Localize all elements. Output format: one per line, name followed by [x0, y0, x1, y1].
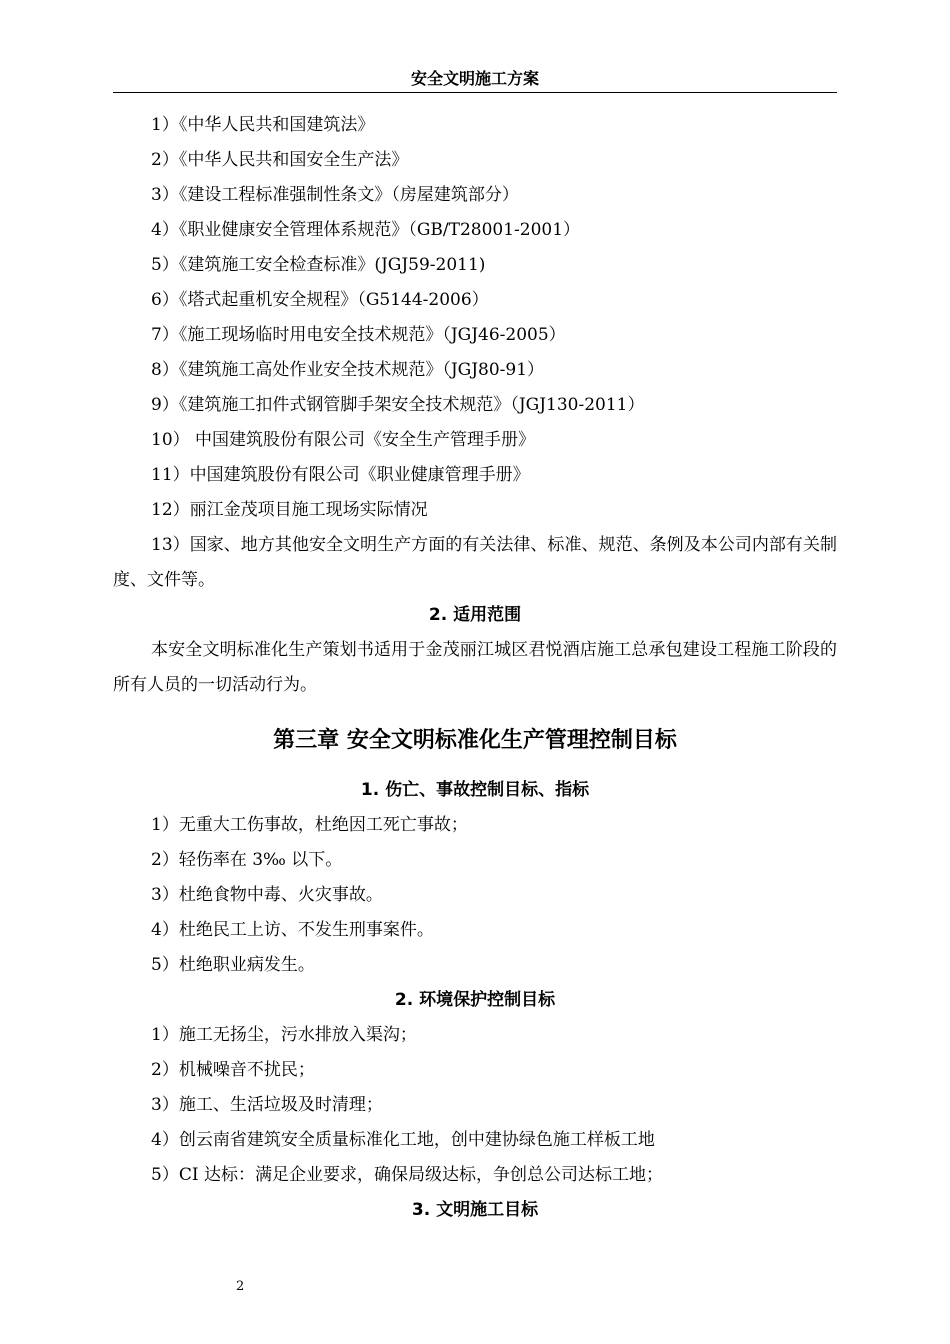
section-heading-civilized: 3. 文明施工目标: [411, 1200, 539, 1220]
chapter-title: 第三章 安全文明标准化生产管理控制目标: [273, 728, 677, 753]
section-heading-environment: 2. 环境保护控制目标: [394, 990, 556, 1010]
target-item: 4）创云南省建筑安全质量标准化工地，创中建协绿色施工样板工地: [151, 1130, 655, 1150]
basis-item: 4）《职业健康安全管理体系规范》（GB/T28001-2001）: [151, 220, 581, 240]
basis-item: 7）《施工现场临时用电安全技术规范》（JGJ46-2005）: [151, 325, 566, 345]
target-item: 2）轻伤率在 3‰ 以下。: [151, 850, 343, 870]
basis-item: 6）《塔式起重机安全规程》（G5144-2006）: [151, 290, 489, 310]
target-item: 4）杜绝民工上访、不发生刑事案件。: [151, 920, 434, 940]
basis-list: [113, 108, 837, 598]
target-item: 5）杜绝职业病发生。: [151, 955, 315, 975]
basis-item: 11）中国建筑股份有限公司《职业健康管理手册》: [151, 465, 530, 485]
scope-heading: 2. 适用范围: [428, 605, 522, 625]
target-item: 3）杜绝食物中毒、火灾事故。: [151, 885, 383, 905]
target-item: 1）施工无扬尘，污水排放入渠沟；: [151, 1025, 417, 1045]
header-rule: [113, 92, 837, 93]
basis-item: 10） 中国建筑股份有限公司《安全生产管理手册》: [151, 430, 536, 450]
scope-text: 本安全文明标准化生产策划书适用于金茂丽江城区君悦酒店施工总承包建设工程施工阶段的所有人员的一切活动行为。: [113, 640, 837, 695]
basis-item: 5）《建筑施工安全检查标准》(JGJ59-2011): [151, 255, 486, 275]
basis-item: 12）丽江金茂项目施工现场实际情况: [151, 500, 428, 520]
page-number: 2: [236, 1279, 245, 1294]
basis-item: 1）《中华人民共和国建筑法》: [151, 115, 375, 135]
basis-item: 8）《建筑施工高处作业安全技术规范》（JGJ80-91）: [151, 360, 545, 380]
target-item: 2）机械噪音不扰民；: [151, 1060, 315, 1080]
target-item: 5）CI 达标：满足企业要求，确保局级达标，争创总公司达标工地；: [151, 1165, 663, 1185]
basis-item-13: 13）国家、地方其他安全文明生产方面的有关法律、标准、规范、条例及本公司内部有关制度、文件等。: [113, 535, 837, 590]
section-heading-casualty: 1. 伤亡、事故控制目标、指标: [360, 780, 590, 800]
page-header-title: 安全文明施工方案: [410, 69, 539, 88]
target-item: 1）无重大工伤事故，杜绝因工死亡事故；: [151, 815, 468, 835]
document-body: [113, 108, 837, 1228]
basis-item: 3）《建设工程标准强制性条文》（房屋建筑部分）: [151, 185, 519, 205]
basis-item: 9）《建筑施工扣件式钢管脚手架安全技术规范》（JGJ130-2011）: [151, 395, 645, 415]
target-item: 3）施工、生活垃圾及时清理；: [151, 1095, 383, 1115]
basis-item: 2）《中华人民共和国安全生产法》: [151, 150, 409, 170]
